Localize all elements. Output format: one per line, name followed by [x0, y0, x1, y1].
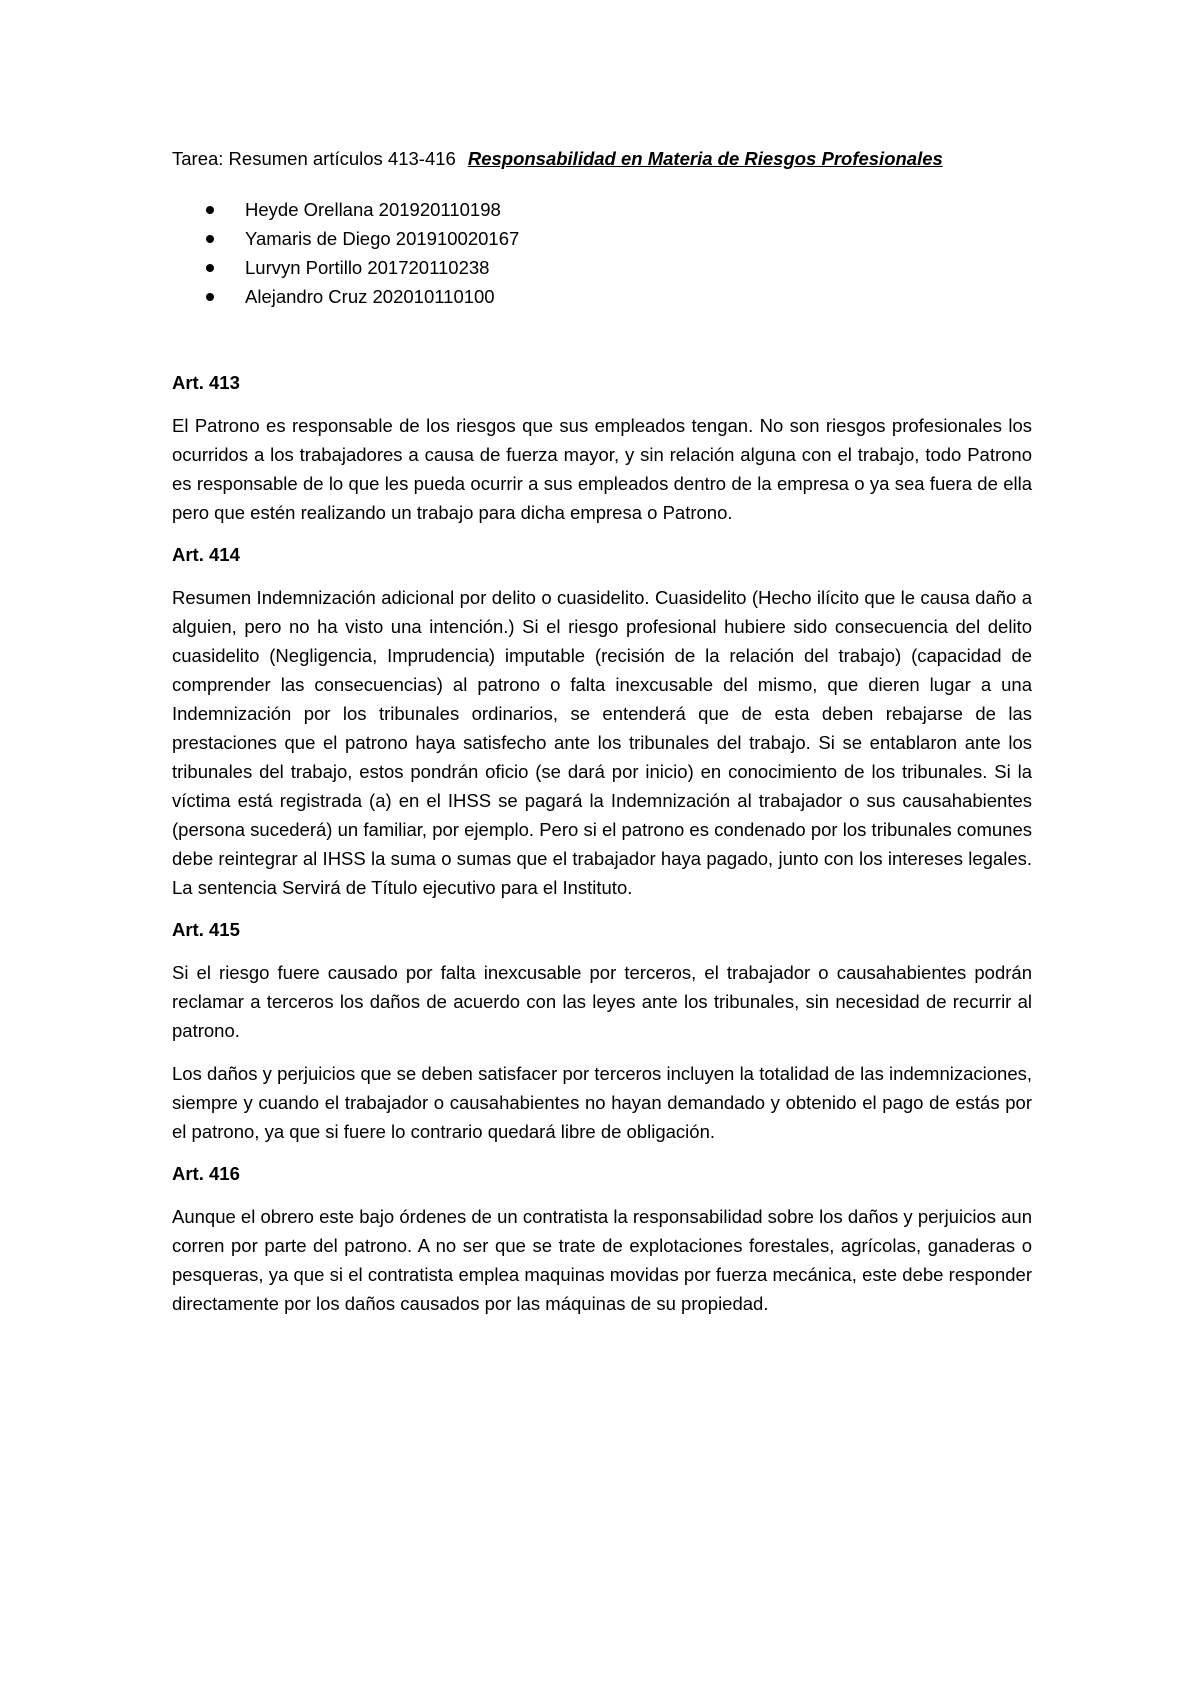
article-413	[172, 369, 1032, 527]
bullet-icon	[206, 293, 214, 301]
article-paragraph: Si el riesgo fuere causado por falta inexcusable por terceros, el trabajador o causahabientes podrán reclamar a terceros los daños de acuerdo con las leyes ante los tribunales, sin necesidad de recurrir al patrono.	[172, 962, 1032, 1041]
author-name: Lurvyn Portillo 201720110238	[245, 257, 490, 278]
author-item	[172, 282, 1032, 311]
bullet-icon	[206, 264, 214, 272]
article-paragraph: Aunque el obrero este bajo órdenes de un contratista la responsabilidad sobre los daños y perjuicios aun corren por parte del patrono. A no ser que se trate de explotaciones forestales, agrícolas, ganaderas o pesqueras, ya que si el contratista emplea maquinas movidas por fuerza mecánica, este debe responder directamente por los daños causados por las máquinas de su propiedad.	[172, 1206, 1032, 1314]
bullet-icon	[206, 235, 214, 243]
article-415	[172, 916, 1032, 1146]
article-title: Art. 414	[172, 544, 240, 565]
article-title: Art. 413	[172, 372, 240, 393]
document-heading	[172, 145, 1032, 173]
article-paragraph: El Patrono es responsable de los riesgos que sus empleados tengan. No son riesgos profesionales los ocurridos a los trabajadores a causa de fuerza mayor, y sin relación alguna con el trabajo, todo Patrono es responsable de lo que les pueda ocurrir a sus empleados dentro de la empresa o ya sea fuera de ella pero que estén realizando un trabajo para dicha empresa o Patrono.	[172, 415, 1032, 523]
author-name: Yamaris de Diego 201910020167	[245, 228, 520, 249]
article-416	[172, 1160, 1032, 1318]
author-list	[172, 195, 1032, 311]
topic-title: Responsabilidad en Materia de Riesgos Profesionales	[467, 148, 943, 169]
author-item	[172, 195, 1032, 224]
article-title: Art. 416	[172, 1163, 240, 1184]
task-label: Tarea: Resumen artículos 413-416	[172, 148, 456, 169]
author-name: Heyde Orellana 201920110198	[245, 199, 501, 220]
article-paragraph: Resumen Indemnización adicional por delito o cuasidelito. Cuasidelito (Hecho ilícito que le causa daño a alguien, pero no ha visto una intención.) Si el riesgo profesional hubiere sido consecuencia del delito cuasidelito (Negligencia, Imprudencia) imputable (recisión de la relación del trabajo) (capacidad de comprender las consecuencias) al patrono o falta inexcusable del mismo, que dieren lugar a una Indemnización por los tribunales ordinarios, se entenderá que de esta deben rebajarse de las prestaciones que el patrono haya satisfecho ante los tribunales del trabajo. Si se entablaron ante los tribunales del trabajo, estos pondrán oficio (se dará por inicio) en conocimiento de los tribunales. Si la víctima está registrada (a) en el IHSS se pagará la Indemnización al trabajador o sus causahabientes (persona sucederá) un familiar, por ejemplo. Pero si el patrono es condenado por los tribunales comunes debe reintegrar al IHSS la suma o sumas que el trabajador haya pagado, junto con los intereses legales. La sentencia Servirá de Título ejecutivo para el Instituto.	[172, 587, 1032, 898]
document-page	[172, 145, 1032, 1332]
article-414	[172, 541, 1032, 902]
bullet-icon	[206, 206, 214, 214]
article-title: Art. 415	[172, 919, 240, 940]
article-paragraph: Los daños y perjuicios que se deben satisfacer por terceros incluyen la totalidad de las indemnizaciones, siempre y cuando el trabajador o causahabientes no hayan demandado y obtenido el pago de estás por el patrono, ya que si fuere lo contrario quedará libre de obligación.	[172, 1063, 1032, 1142]
author-name: Alejandro Cruz 202010110100	[245, 286, 495, 307]
author-item	[172, 253, 1032, 282]
author-item	[172, 224, 1032, 253]
